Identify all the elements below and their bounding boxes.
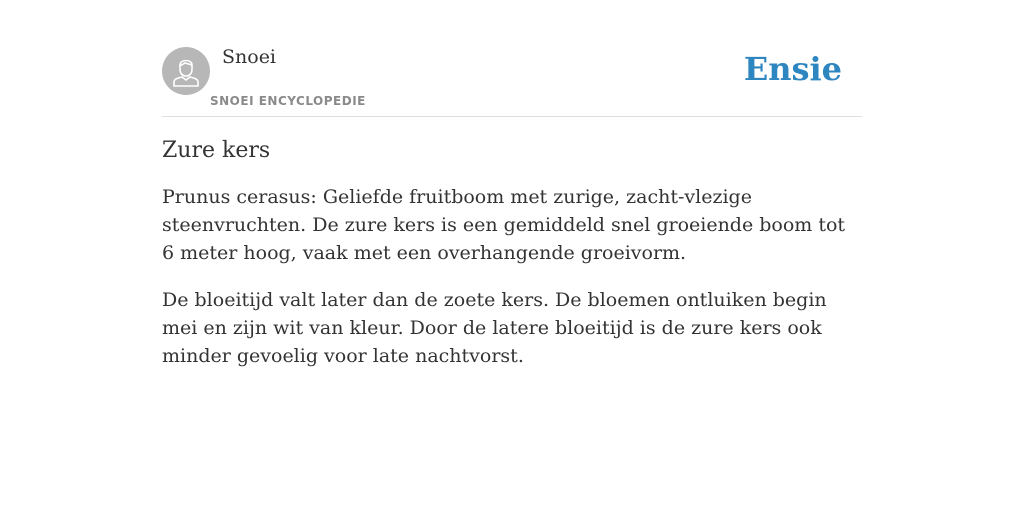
article [162, 138, 862, 389]
header [162, 40, 862, 117]
author-name[interactable]: Snoei [222, 46, 277, 68]
author-subtitle: SNOEI ENCYCLOPEDIE [210, 94, 366, 108]
avatar[interactable] [162, 47, 210, 95]
article-title: Zure kers [162, 138, 271, 163]
article-paragraph: Prunus cerasus: Geliefde fruitboom met zurige, zacht-vlezige steenvruchten. De zure kers is een gemiddeld snel groeiende boom tot 6 meter hoog, vaak met een overhangende groeivorm. [162, 186, 846, 264]
brand-logo[interactable]: Ensie [743, 50, 842, 88]
user-icon [172, 55, 200, 87]
article-paragraph: De bloeitijd valt later dan de zoete kers. De bloemen ontluiken begin mei en zijn wit van kleur. Door de latere bloeitijd is de zure kers ook minder gevoelig voor late nachtvorst. [162, 289, 827, 367]
